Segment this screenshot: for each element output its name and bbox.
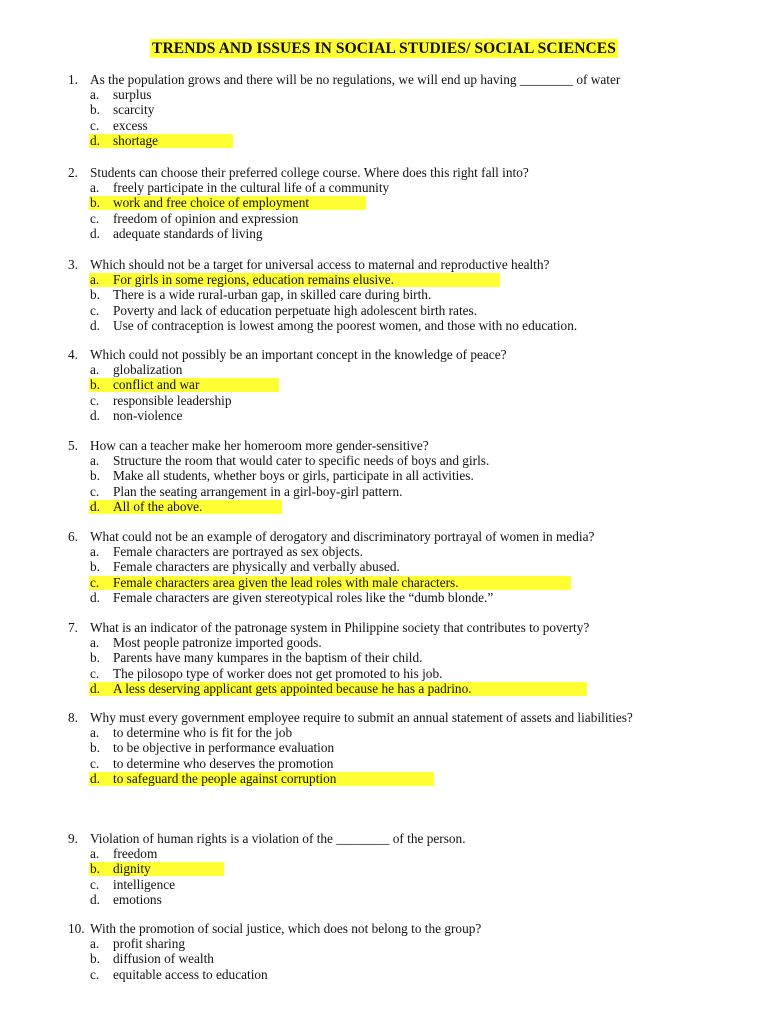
question-number: 5. bbox=[68, 438, 78, 453]
question-3 bbox=[68, 257, 748, 333]
answer-option bbox=[68, 133, 748, 148]
option-text: Poverty and lack of education perpetuate high adolescent birth rates. bbox=[113, 302, 478, 318]
option-letter: c. bbox=[90, 117, 100, 133]
option-letter: d. bbox=[90, 498, 100, 514]
answer-option bbox=[68, 484, 748, 499]
answer-option bbox=[68, 967, 748, 982]
option-letter: b. bbox=[90, 861, 100, 877]
option-text: Structure the room that would cater to specific needs of boys and girls. bbox=[113, 453, 490, 469]
option-letter: b. bbox=[90, 468, 100, 484]
answer-option bbox=[68, 666, 748, 681]
question-stem bbox=[68, 347, 748, 362]
option-letter: d. bbox=[90, 132, 100, 148]
answer-option bbox=[68, 287, 748, 302]
answer-option bbox=[68, 650, 748, 665]
answer-option bbox=[68, 180, 748, 195]
option-text: profit sharing bbox=[113, 936, 186, 952]
answer-option bbox=[68, 635, 748, 650]
question-number: 2. bbox=[68, 165, 78, 180]
question-text: Violation of human rights is a violation of the ________ of the person. bbox=[90, 831, 466, 846]
question-number: 8. bbox=[68, 710, 78, 725]
option-text: to be objective in performance evaluation bbox=[113, 740, 335, 756]
option-text: work and free choice of employment bbox=[113, 195, 310, 211]
option-text: freedom bbox=[113, 846, 158, 862]
question-text: With the promotion of social justice, which does not belong to the group? bbox=[90, 921, 482, 936]
option-text: to determine who deserves the promotion bbox=[113, 755, 334, 771]
question-stem bbox=[68, 921, 748, 936]
option-text: There is a wide rural-urban gap, in skilled care during birth. bbox=[113, 287, 432, 303]
answer-option bbox=[68, 362, 748, 377]
answer-option bbox=[68, 559, 748, 574]
option-letter: b. bbox=[90, 740, 100, 756]
option-letter: b. bbox=[90, 102, 100, 118]
option-text: Most people patronize imported goods. bbox=[113, 635, 322, 651]
option-letter: a. bbox=[90, 725, 100, 741]
question-number: 7. bbox=[68, 620, 78, 635]
option-letter: a. bbox=[90, 87, 100, 103]
option-text: Female characters are physically and verbally abused. bbox=[113, 559, 400, 575]
option-letter: a. bbox=[90, 846, 100, 862]
answer-option bbox=[68, 393, 748, 408]
question-text: Which could not possibly be an important concept in the knowledge of peace? bbox=[90, 347, 507, 362]
question-text: Which should not be a target for universal access to maternal and reproductive health? bbox=[90, 257, 550, 272]
option-text: adequate standards of living bbox=[113, 225, 263, 241]
question-text: What is an indicator of the patronage system in Philippine society that contributes to poverty? bbox=[90, 620, 590, 635]
question-5 bbox=[68, 438, 748, 514]
answer-option bbox=[68, 951, 748, 966]
answer-option bbox=[68, 102, 748, 117]
option-letter: a. bbox=[90, 453, 100, 469]
option-letter: c. bbox=[90, 755, 100, 771]
option-text: globalization bbox=[113, 362, 183, 378]
option-text: Female characters are given stereotypical roles like the “dumb blonde.” bbox=[113, 589, 494, 605]
answer-option bbox=[68, 681, 748, 696]
title-container bbox=[0, 39, 768, 58]
question-9 bbox=[68, 831, 748, 907]
option-letter: c. bbox=[90, 574, 100, 590]
option-text: excess bbox=[113, 117, 148, 133]
question-number: 1. bbox=[68, 72, 78, 87]
option-text: For girls in some regions, education remains elusive. bbox=[113, 272, 395, 288]
option-text: intelligence bbox=[113, 876, 176, 892]
question-stem bbox=[68, 710, 748, 725]
answer-option bbox=[68, 877, 748, 892]
answer-option bbox=[68, 318, 748, 333]
question-4 bbox=[68, 347, 748, 423]
question-stem bbox=[68, 257, 748, 272]
option-letter: b. bbox=[90, 650, 100, 666]
answer-option bbox=[68, 725, 748, 740]
question-text: As the population grows and there will be no regulations, we will end up having ________ of water bbox=[90, 72, 621, 87]
option-letter: a. bbox=[90, 272, 100, 288]
question-stem bbox=[68, 831, 748, 846]
option-text: Parents have many kumpares in the baptism of their child. bbox=[113, 650, 423, 666]
option-letter: c. bbox=[90, 210, 100, 226]
option-letter: a. bbox=[90, 362, 100, 378]
answer-option bbox=[68, 211, 748, 226]
option-letter: a. bbox=[90, 936, 100, 952]
answer-option bbox=[68, 408, 748, 423]
question-number: 6. bbox=[68, 529, 78, 544]
option-text: The pilosopo type of worker does not get promoted to his job. bbox=[113, 665, 443, 681]
question-8 bbox=[68, 710, 748, 786]
answer-option bbox=[68, 740, 748, 755]
question-text: How can a teacher make her homeroom more gender-sensitive? bbox=[90, 438, 429, 453]
option-text: All of the above. bbox=[113, 498, 203, 514]
option-text: freely participate in the cultural life of a community bbox=[113, 180, 390, 196]
question-7 bbox=[68, 620, 748, 696]
option-letter: d. bbox=[90, 770, 100, 786]
question-number: 9. bbox=[68, 831, 78, 846]
option-letter: d. bbox=[90, 891, 100, 907]
option-text: Female characters area given the lead roles with male characters. bbox=[113, 574, 459, 590]
option-text: equitable access to education bbox=[113, 966, 268, 982]
option-letter: b. bbox=[90, 377, 100, 393]
question-number: 10. bbox=[68, 921, 85, 936]
question-2 bbox=[68, 165, 748, 241]
option-letter: a. bbox=[90, 635, 100, 651]
option-letter: d. bbox=[90, 589, 100, 605]
option-letter: b. bbox=[90, 951, 100, 967]
option-letter: c. bbox=[90, 665, 100, 681]
option-text: Make all students, whether boys or girls, participate in all activities. bbox=[113, 468, 474, 484]
option-letter: b. bbox=[90, 559, 100, 575]
option-text: conflict and war bbox=[113, 377, 200, 393]
answer-option bbox=[68, 195, 748, 210]
option-text: A less deserving applicant gets appointed because he has a padrino. bbox=[113, 680, 472, 696]
answer-option bbox=[68, 590, 748, 605]
option-letter: d. bbox=[90, 407, 100, 423]
option-text: Plan the seating arrangement in a girl-boy-girl pattern. bbox=[113, 483, 403, 499]
option-letter: c. bbox=[90, 876, 100, 892]
option-text: freedom of opinion and expression bbox=[113, 210, 299, 226]
option-letter: c. bbox=[90, 966, 100, 982]
answer-option bbox=[68, 544, 748, 559]
option-text: dignity bbox=[113, 861, 151, 877]
option-text: surplus bbox=[113, 87, 152, 103]
option-letter: d. bbox=[90, 225, 100, 241]
answer-option bbox=[68, 861, 748, 876]
option-text: emotions bbox=[113, 891, 162, 907]
question-6 bbox=[68, 529, 748, 605]
answer-option bbox=[68, 87, 748, 102]
option-text: Female characters are portrayed as sex objects. bbox=[113, 544, 363, 560]
answer-option bbox=[68, 453, 748, 468]
option-letter: a. bbox=[90, 180, 100, 196]
answer-option bbox=[68, 303, 748, 318]
option-text: scarcity bbox=[113, 102, 155, 118]
option-letter: b. bbox=[90, 287, 100, 303]
answer-option bbox=[68, 756, 748, 771]
answer-option bbox=[68, 846, 748, 861]
answer-option bbox=[68, 499, 748, 514]
answer-option bbox=[68, 936, 748, 951]
question-stem bbox=[68, 620, 748, 635]
option-letter: b. bbox=[90, 195, 100, 211]
option-letter: c. bbox=[90, 392, 100, 408]
option-letter: d. bbox=[90, 680, 100, 696]
answer-option bbox=[68, 575, 748, 590]
option-letter: c. bbox=[90, 302, 100, 318]
question-number: 3. bbox=[68, 257, 78, 272]
answer-option bbox=[68, 468, 748, 483]
question-1 bbox=[68, 72, 748, 148]
option-text: shortage bbox=[113, 132, 159, 148]
option-text: non-violence bbox=[113, 407, 183, 423]
document-title: TRENDS AND ISSUES IN SOCIAL STUDIES/ SOCIAL SCIENCES bbox=[152, 40, 616, 57]
question-stem bbox=[68, 529, 748, 544]
option-text: to safeguard the people against corruption bbox=[113, 770, 337, 786]
answer-option bbox=[68, 892, 748, 907]
option-letter: d. bbox=[90, 317, 100, 333]
answer-option bbox=[68, 377, 748, 392]
answer-option bbox=[68, 118, 748, 133]
question-text: What could not be an example of derogatory and discriminatory portrayal of women in media? bbox=[90, 529, 595, 544]
question-stem bbox=[68, 438, 748, 453]
question-10 bbox=[68, 921, 748, 982]
option-letter: a. bbox=[90, 544, 100, 560]
answer-option bbox=[68, 771, 748, 786]
option-text: responsible leadership bbox=[113, 392, 232, 408]
option-letter: c. bbox=[90, 483, 100, 499]
option-text: Use of contraception is lowest among the poorest women, and those with no education. bbox=[113, 317, 578, 333]
question-stem bbox=[68, 72, 748, 87]
question-text: Students can choose their preferred college course. Where does this right fall into? bbox=[90, 165, 529, 180]
option-text: diffusion of wealth bbox=[113, 951, 214, 967]
answer-option bbox=[68, 226, 748, 241]
question-text: Why must every government employee require to submit an annual statement of assets and liabilities? bbox=[90, 710, 633, 725]
question-stem bbox=[68, 165, 748, 180]
question-number: 4. bbox=[68, 347, 78, 362]
option-text: to determine who is fit for the job bbox=[113, 725, 293, 741]
answer-option bbox=[68, 272, 748, 287]
